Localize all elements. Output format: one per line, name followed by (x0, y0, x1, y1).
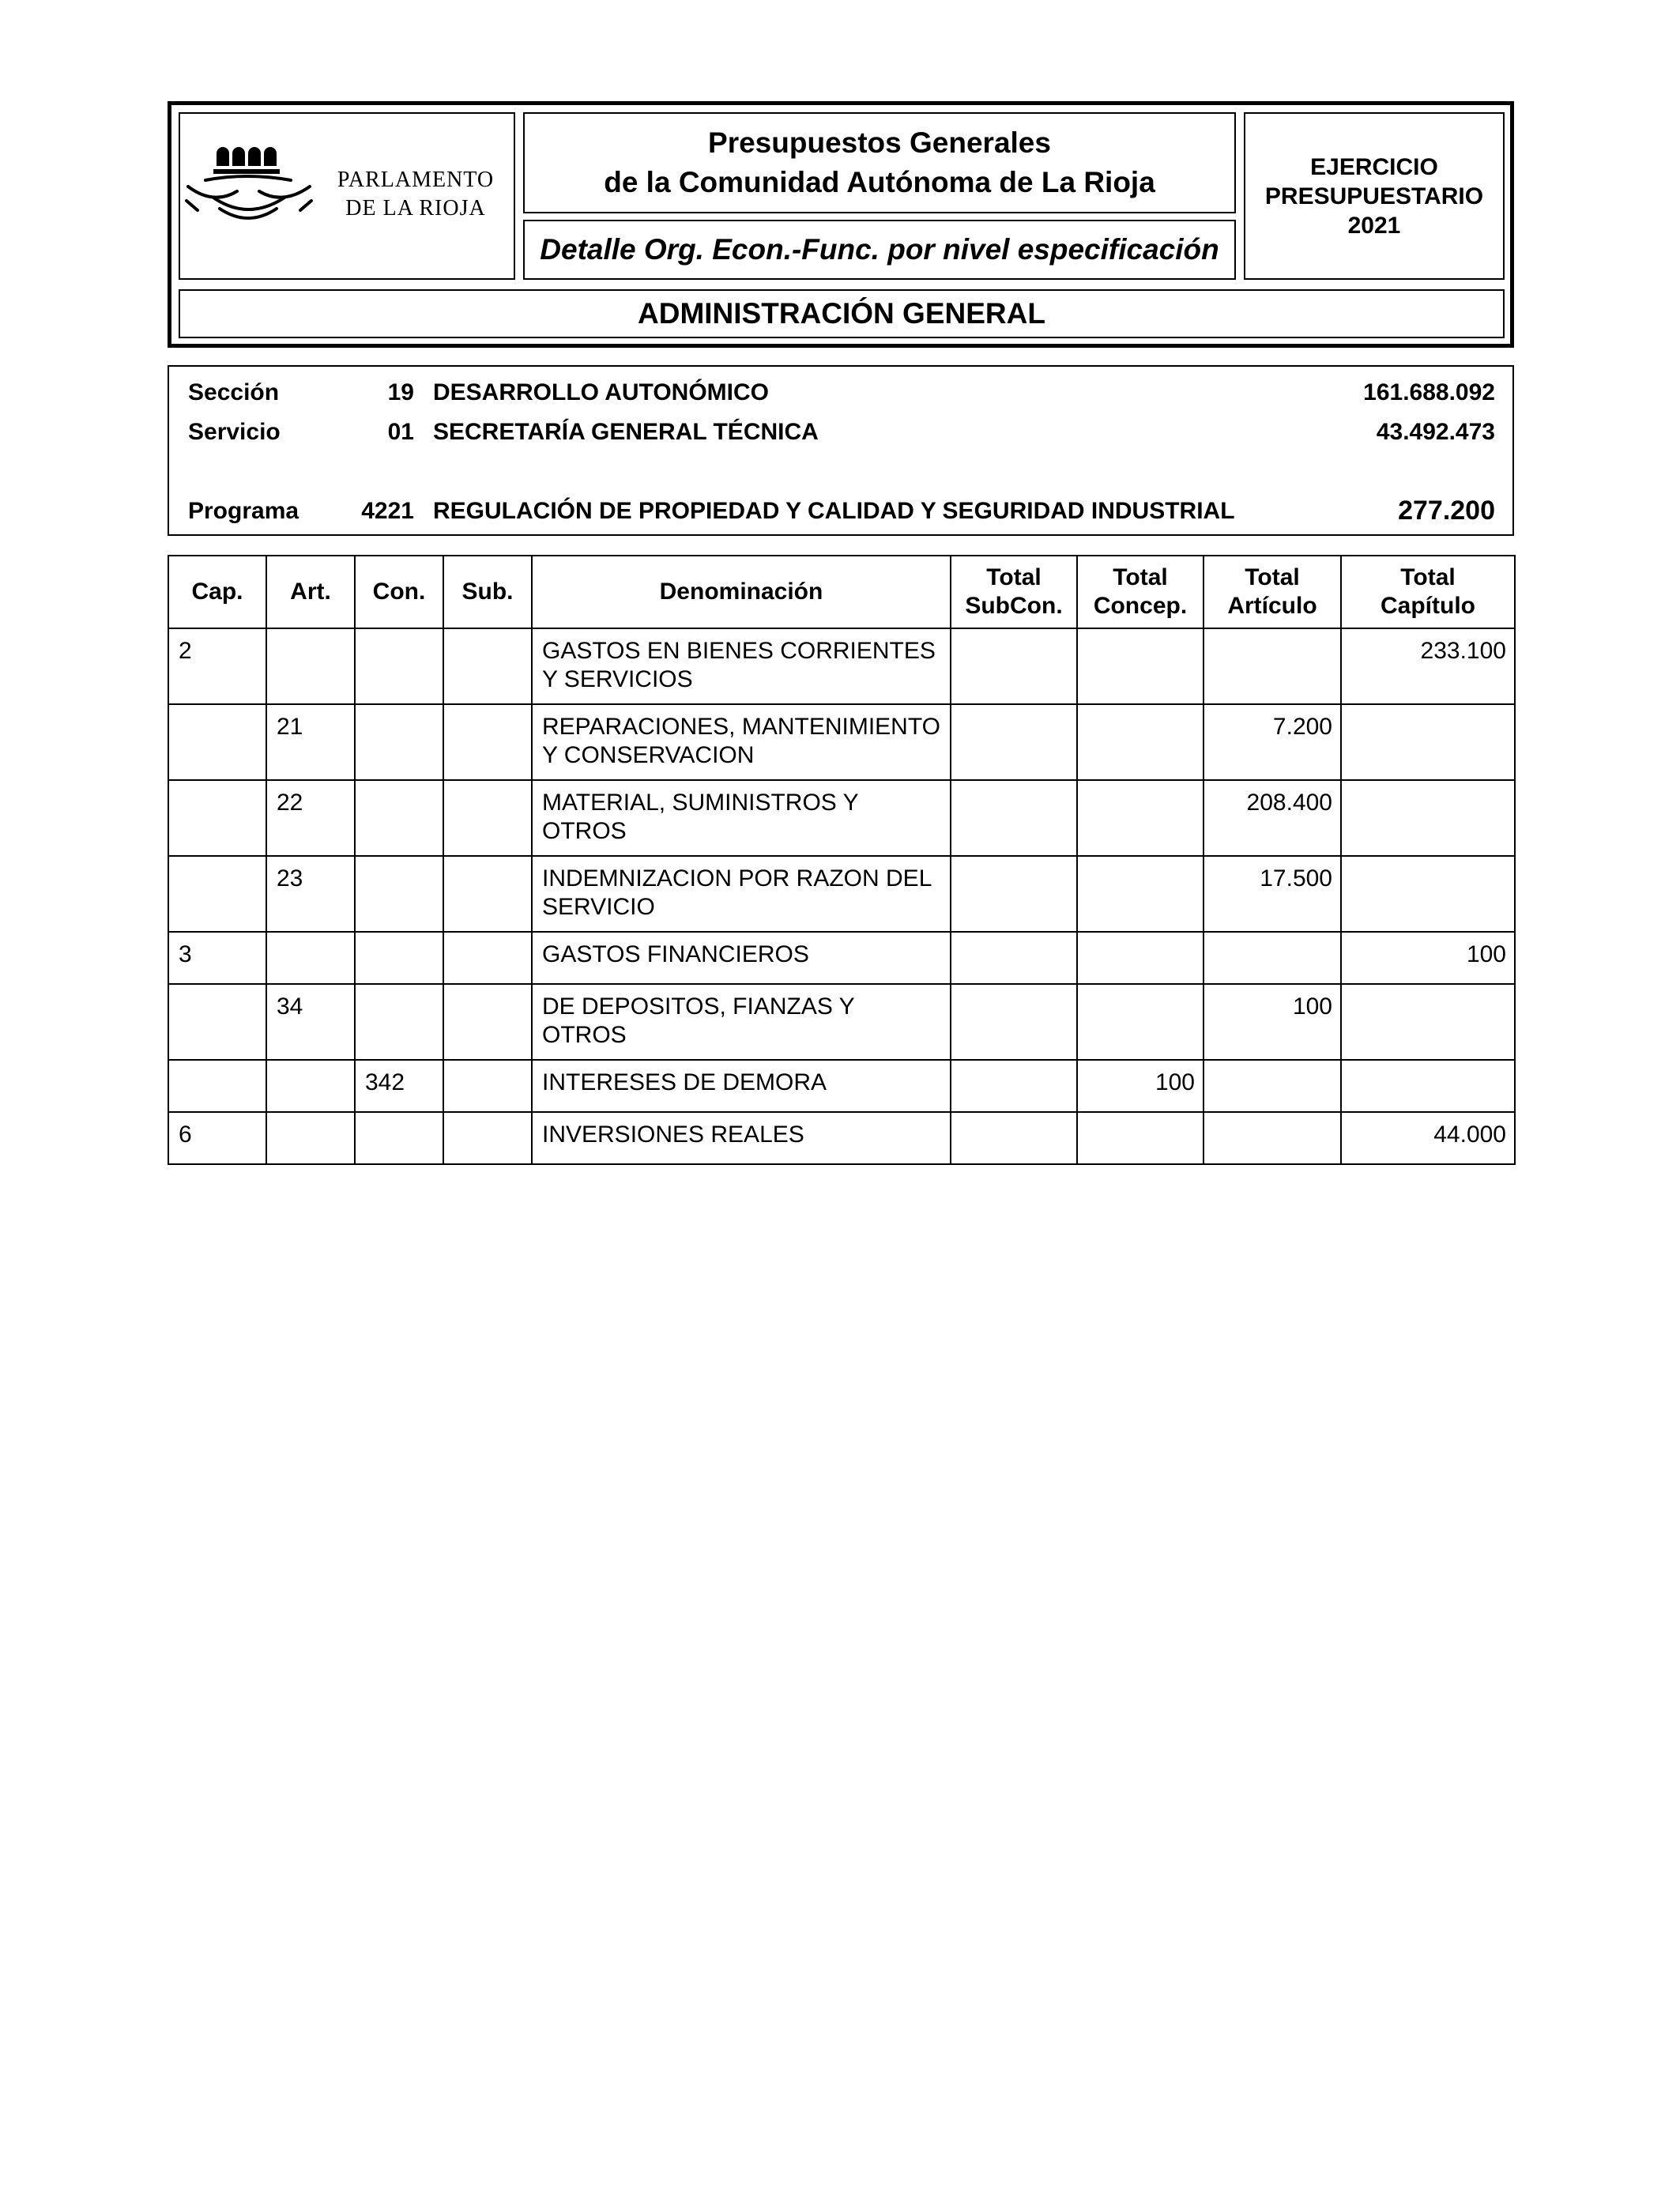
document-title-box (523, 112, 1236, 213)
programa-label: Programa (188, 498, 299, 524)
denominacion-line1: GASTOS FINANCIEROS (542, 941, 809, 967)
cell-sub (443, 932, 532, 984)
table-row (168, 932, 1515, 984)
cell-cap: 6 (168, 1112, 266, 1164)
cell-total-concep (1077, 984, 1203, 1060)
col-header-con: Con. (355, 556, 443, 628)
denominacion-line2: OTROS (542, 1022, 627, 1048)
cell-denominacion (532, 984, 951, 1060)
cell-con (355, 856, 443, 932)
cell-denominacion (532, 780, 951, 856)
col-header-total-articulo (1203, 556, 1341, 628)
servicio-amount: 43.492.473 (1376, 419, 1495, 445)
cell-total-capitulo: 233.100 (1341, 628, 1515, 704)
cell-con (355, 780, 443, 856)
cell-cap: 2 (168, 628, 266, 704)
seccion-name: DESARROLLO AUTONÓMICO (433, 379, 769, 405)
cell-art (266, 1060, 355, 1112)
denominacion-line1: INDEMNIZACION POR RAZON DEL (542, 865, 932, 892)
cell-sub (443, 628, 532, 704)
table-row (168, 704, 1515, 780)
cell-art: 23 (266, 856, 355, 932)
logo-text-line2: DE LA RIOJA (345, 196, 486, 221)
seccion-label: Sección (188, 379, 280, 405)
programa-name: REGULACIÓN DE PROPIEDAD Y CALIDAD Y SEGURIDAD INDUSTRIAL (433, 498, 1235, 524)
col-header-text: SubCon. (965, 593, 1063, 619)
logo-text (322, 166, 509, 223)
cell-art: 22 (266, 780, 355, 856)
parliament-emblem-icon (182, 145, 316, 232)
cell-denominacion (532, 932, 951, 984)
cell-sub (443, 780, 532, 856)
col-header-text: Total (1113, 564, 1168, 590)
cell-total-subcon (951, 1060, 1077, 1112)
cell-total-subcon (951, 1112, 1077, 1164)
denominacion-line1: INVERSIONES REALES (542, 1122, 804, 1148)
cell-sub (443, 704, 532, 780)
cell-total-subcon (951, 856, 1077, 932)
cell-con (355, 1112, 443, 1164)
cell-art (266, 628, 355, 704)
title-line1: Presupuestos Generales (708, 126, 1051, 159)
col-header-text: Total (1245, 564, 1300, 590)
col-header-text: Total (986, 564, 1042, 590)
cell-cap: 3 (168, 932, 266, 984)
cell-sub (443, 984, 532, 1060)
cell-total-concep (1077, 932, 1203, 984)
seccion-code: 19 (387, 379, 414, 405)
cell-total-concep (1077, 780, 1203, 856)
denominacion-line1: INTERESES DE DEMORA (542, 1069, 827, 1095)
col-header-sub: Sub. (443, 556, 532, 628)
servicio-label: Servicio (188, 419, 281, 445)
cell-denominacion (532, 704, 951, 780)
cell-total-capitulo: 44.000 (1341, 1112, 1515, 1164)
cell-total-capitulo: 100 (1341, 932, 1515, 984)
cell-art: 34 (266, 984, 355, 1060)
cell-denominacion (532, 628, 951, 704)
year-line1: EJERCICIO (1310, 153, 1438, 180)
admin-title: ADMINISTRACIÓN GENERAL (638, 297, 1045, 330)
cell-con (355, 984, 443, 1060)
fiscal-year-box (1244, 112, 1505, 280)
cell-total-concep (1077, 704, 1203, 780)
cell-total-concep (1077, 1112, 1203, 1164)
table-row (168, 984, 1515, 1060)
col-header-text: Artículo (1227, 593, 1317, 619)
cell-total-capitulo (1341, 704, 1515, 780)
table-header-row (168, 556, 1515, 628)
programa-code: 4221 (361, 498, 414, 524)
cell-total-subcon (951, 628, 1077, 704)
cell-total-articulo (1203, 1112, 1341, 1164)
logo-text-line1: PARLAMENTO (337, 168, 495, 192)
cell-total-capitulo (1341, 856, 1515, 932)
cell-total-articulo: 208.400 (1203, 780, 1341, 856)
cell-cap (168, 856, 266, 932)
cell-con (355, 932, 443, 984)
servicio-code: 01 (387, 419, 414, 445)
denominacion-line2: Y CONSERVACION (542, 742, 755, 768)
col-header-art: Art. (266, 556, 355, 628)
cell-total-articulo (1203, 932, 1341, 984)
cell-cap (168, 1060, 266, 1112)
cell-sub (443, 1112, 532, 1164)
cell-total-articulo: 100 (1203, 984, 1341, 1060)
denominacion-line2: OTROS (542, 818, 627, 844)
cell-total-subcon (951, 984, 1077, 1060)
col-header-text: Capítulo (1381, 593, 1475, 619)
cell-total-subcon (951, 704, 1077, 780)
col-header-total-concep (1077, 556, 1203, 628)
denominacion-line1: REPARACIONES, MANTENIMIENTO (542, 714, 940, 740)
denominacion-line2: Y SERVICIOS (542, 666, 693, 692)
col-header-text: Total (1400, 564, 1456, 590)
cell-art (266, 1112, 355, 1164)
table-row (168, 1112, 1515, 1164)
table-row (168, 1060, 1515, 1112)
col-header-total-capitulo (1341, 556, 1515, 628)
col-header-total-subcon (951, 556, 1077, 628)
cell-cap (168, 780, 266, 856)
col-header-text: Concep. (1093, 593, 1188, 619)
subtitle-box (523, 220, 1236, 280)
cell-denominacion (532, 856, 951, 932)
cell-total-capitulo (1341, 780, 1515, 856)
cell-total-concep: 100 (1077, 1060, 1203, 1112)
cell-total-subcon (951, 780, 1077, 856)
denominacion-line1: GASTOS EN BIENES CORRIENTES (542, 638, 936, 664)
admin-box (179, 289, 1505, 338)
cell-total-concep (1077, 856, 1203, 932)
denominacion-line2: SERVICIO (542, 894, 655, 920)
table-row (168, 856, 1515, 932)
cell-total-articulo (1203, 628, 1341, 704)
cell-total-articulo: 17.500 (1203, 856, 1341, 932)
subtitle: Detalle Org. Econ.-Func. por nivel especificación (540, 233, 1219, 266)
denominacion-line1: MATERIAL, SUMINISTROS Y (542, 790, 859, 816)
cell-art (266, 932, 355, 984)
budget-detail-table (168, 555, 1516, 1165)
table-row (168, 780, 1515, 856)
cell-cap (168, 704, 266, 780)
cell-con (355, 628, 443, 704)
cell-total-articulo: 7.200 (1203, 704, 1341, 780)
cell-total-articulo (1203, 1060, 1341, 1112)
cell-art: 21 (266, 704, 355, 780)
servicio-name: SECRETARÍA GENERAL TÉCNICA (433, 419, 819, 445)
table-body (168, 628, 1515, 1164)
cell-total-capitulo (1341, 1060, 1515, 1112)
cell-con (355, 704, 443, 780)
cell-denominacion (532, 1060, 951, 1112)
seccion-amount: 161.688.092 (1363, 379, 1495, 405)
program-info (168, 365, 1514, 536)
denominacion-line1: DE DEPOSITOS, FIANZAS Y (542, 993, 855, 1020)
cell-sub (443, 1060, 532, 1112)
year-line2: PRESUPUESTARIO (1264, 183, 1484, 209)
cell-denominacion (532, 1112, 951, 1164)
year-line3: 2021 (1347, 212, 1401, 239)
programa-amount: 277.200 (1398, 496, 1495, 526)
cell-sub (443, 856, 532, 932)
table-row (168, 628, 1515, 704)
col-header-cap: Cap. (168, 556, 266, 628)
cell-con: 342 (355, 1060, 443, 1112)
cell-cap (168, 984, 266, 1060)
title-line2: de la Comunidad Autónoma de La Rioja (604, 166, 1155, 198)
cell-total-subcon (951, 932, 1077, 984)
cell-total-capitulo (1341, 984, 1515, 1060)
cell-total-concep (1077, 628, 1203, 704)
col-header-denominacion: Denominación (532, 556, 951, 628)
